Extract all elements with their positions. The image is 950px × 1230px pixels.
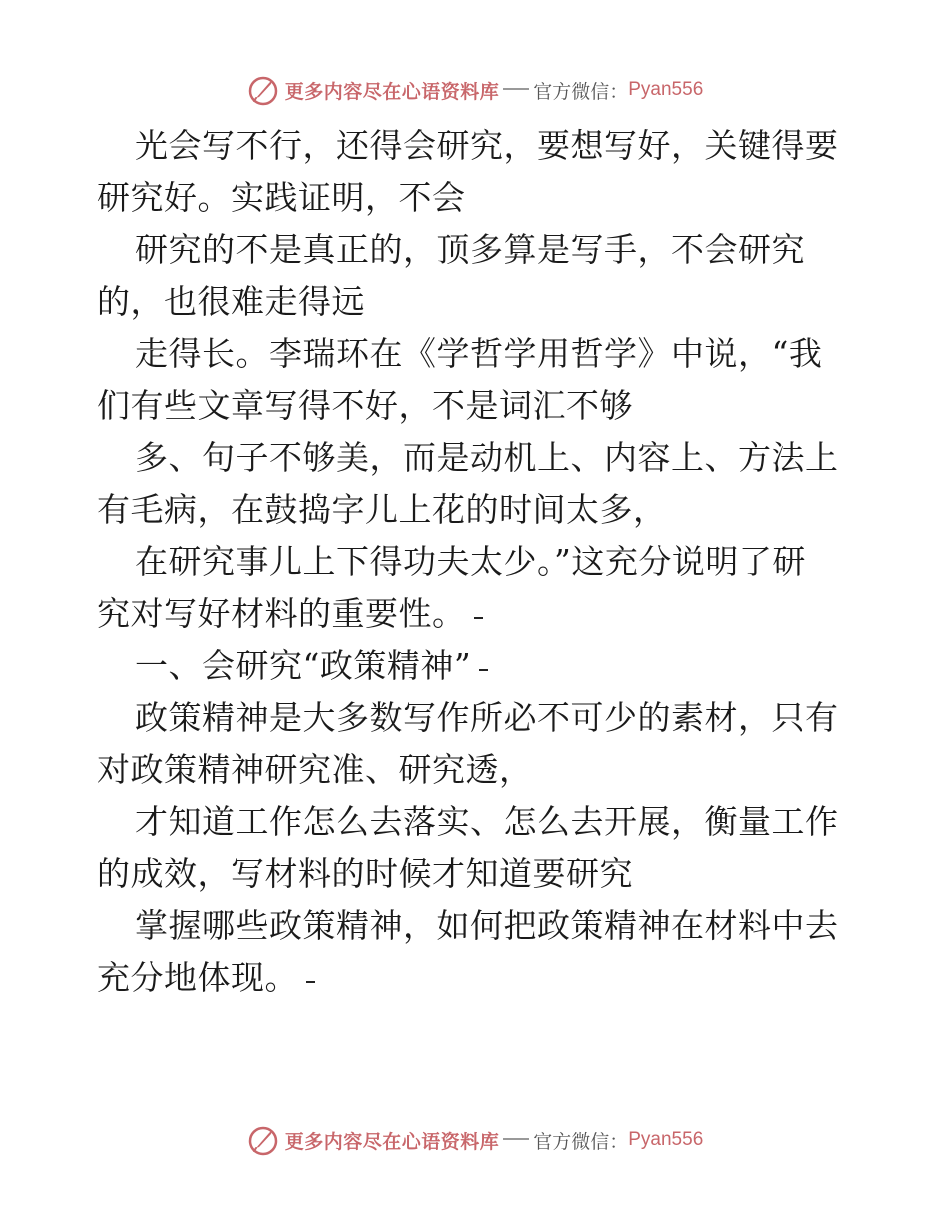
banner-dash (503, 1138, 529, 1140)
body-line-paragraph-end (97, 952, 857, 1004)
quill-pen-logo-icon (247, 1124, 279, 1156)
body-line: 有毛病，在鼓捣字儿上花的时间太多， (97, 490, 667, 529)
banner-wechat-id: Pyan556 (628, 1129, 704, 1150)
body-line-paragraph-end (97, 588, 857, 640)
header-banner (0, 70, 950, 110)
body-line-text: 究对写好材料的重要性。 (97, 594, 466, 633)
body-line: 掌握哪些政策精神，如何把政策精神在材料中去 (135, 906, 839, 945)
paragraph-mark (306, 981, 315, 983)
body-line-text: 充分地体现。 (97, 958, 298, 997)
banner-wechat-id: Pyan556 (628, 79, 704, 100)
quill-pen-logo-icon (247, 74, 279, 106)
document-body (97, 120, 857, 1004)
banner-dash (503, 88, 529, 90)
body-line: 光会写不行，还得会研究，要想写好，关键得要 (135, 126, 839, 165)
body-line: 政策精神是大多数写作所必不可少的素材，只有 (135, 698, 839, 737)
paragraph-mark (479, 669, 488, 671)
banner-title: 更多内容尽在心语资料库 (284, 1130, 500, 1153)
body-line: 研究的不是真正的，顶多算是写手，不会研究 (135, 230, 805, 269)
body-line: 对政策精神研究准、研究透， (97, 750, 533, 789)
banner-title: 更多内容尽在心语资料库 (284, 80, 500, 103)
body-line: 走得长。李瑞环在《学哲学用哲学》中说，“我 (135, 334, 823, 373)
body-line: 在研究事儿上下得功夫太少。”这充分说明了研 (135, 542, 806, 581)
footer-banner (0, 1120, 950, 1160)
body-line: 多、句子不够美，而是动机上、内容上、方法上 (135, 438, 839, 477)
paragraph-mark (474, 617, 483, 619)
section-heading-text: 一、会研究“政策精神” (135, 646, 472, 685)
section-heading (97, 640, 857, 692)
body-line: 的，也很难走得远 (97, 282, 365, 321)
body-line: 才知道工作怎么去落实、怎么去开展，衡量工作 (135, 802, 839, 841)
body-line: 研究好。实践证明，不会 (97, 178, 466, 217)
banner-wechat-label: 官方微信： (533, 80, 629, 103)
banner-wechat-label: 官方微信： (533, 1130, 629, 1153)
body-line: 们有些文章写得不好，不是词汇不够 (97, 386, 633, 425)
body-line: 的成效，写材料的时候才知道要研究 (97, 854, 633, 893)
